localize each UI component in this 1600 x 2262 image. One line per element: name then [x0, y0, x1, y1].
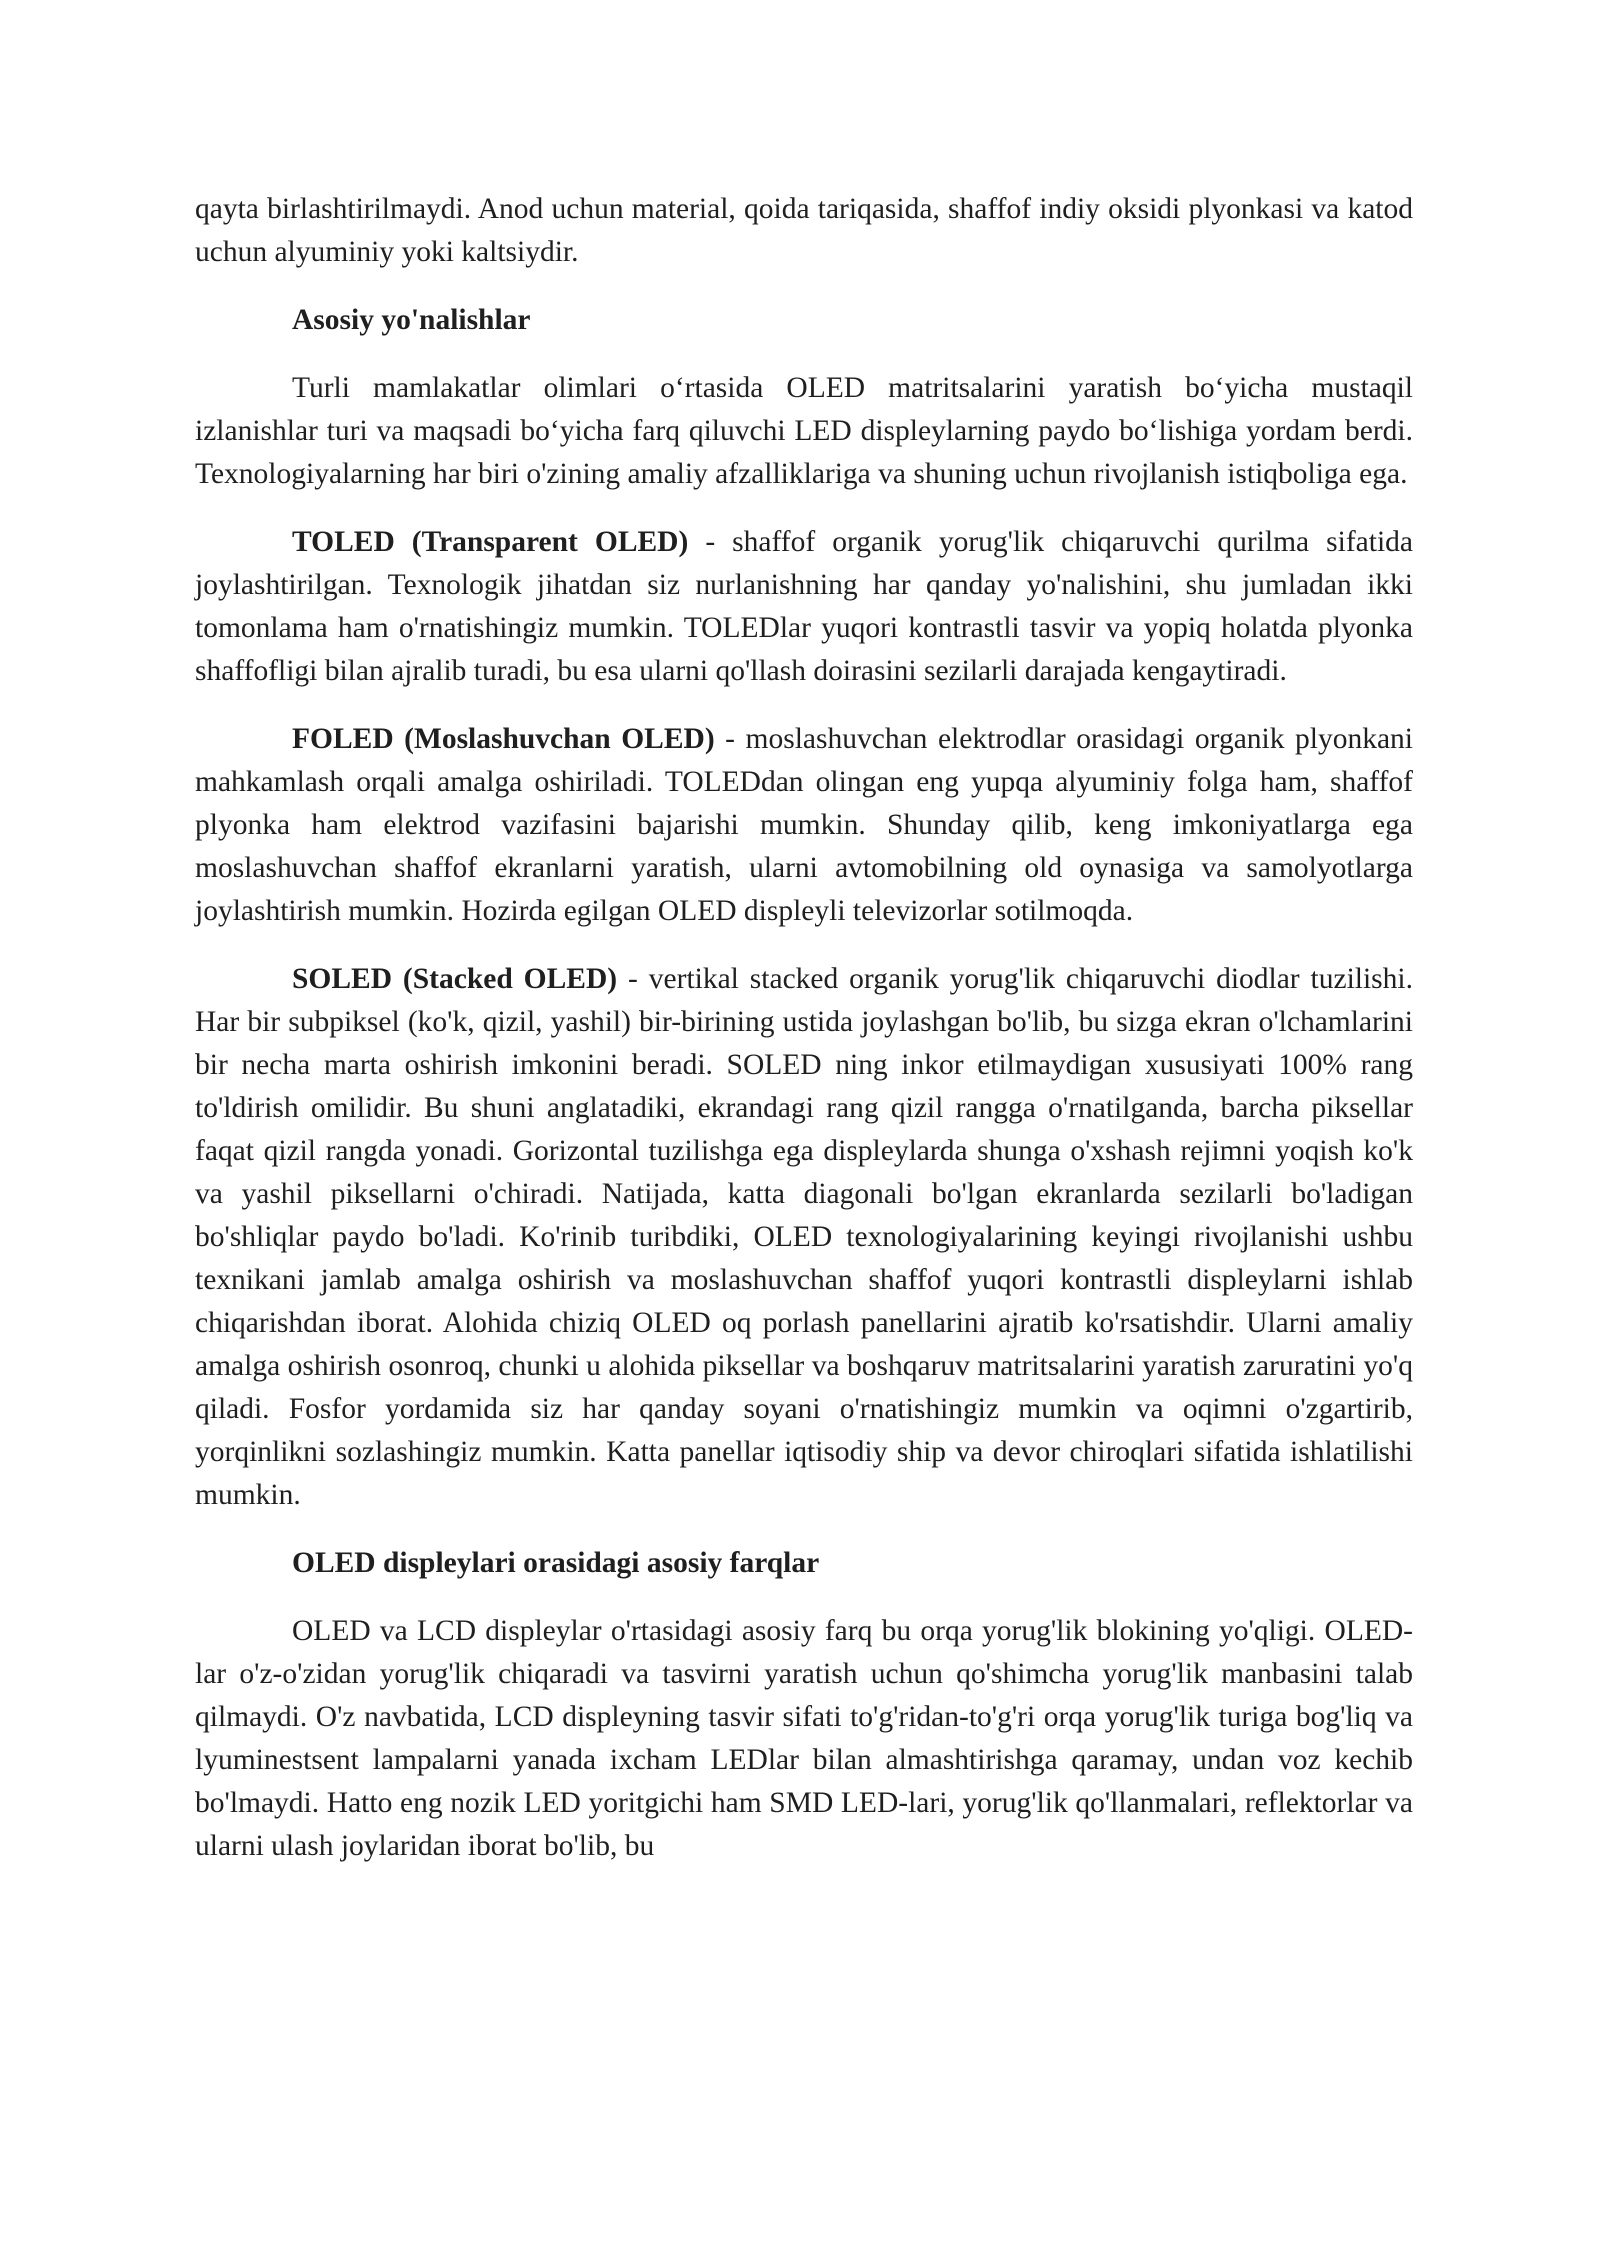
toled-description: - shaffof organik yorug'lik chiqaruvchi qurilma sifatida joylashtirilgan. Texnologik jihatdan siz nurlanishning har qanday yo'nalishini, shu jumladan ikki tomonlama ham o'rnatishingiz mumkin. TOLEDlar yuqori kontrastli tasvir va yopiq holatda plyonka shaffofligi bilan ajralib turadi, bu esa ularni qo'llash doirasini sezilarli darajada kengaytiradi. — [195, 526, 1413, 687]
section-heading-oled-differences: OLED displeylari orasidagi asosiy farqlar — [292, 1547, 820, 1579]
foled-term: FOLED (Moslashuvchan OLED) — [292, 723, 715, 755]
document-page — [195, 188, 1413, 1893]
section-heading-main-directions: Asosiy yo'nalishlar — [292, 304, 531, 336]
main-directions-paragraph: Turli mamlakatlar olimlari o‘rtasida OLED matritsalarini yaratish bo‘yicha mustaqil izlanishlar turi va maqsadi bo‘yicha farq qiluvchi LED displeylarning paydo bo‘lishiga yordam berdi. Texnologiyalarning har biri o'zining amaliy afzalliklariga va shuning uchun rivojlanish istiqboliga ega. — [195, 372, 1413, 490]
toled-paragraph — [195, 521, 1413, 693]
oled-differences-paragraph: OLED va LCD displeylar o'rtasidagi asosiy farq bu orqa yorug'lik blokining yo'qligi. OLED-lar o'z-o'zidan yorug'lik chiqaradi va tasvirni yaratish uchun qo'shimcha yorug'lik manbasini talab qilmaydi. O'z navbatida, LCD displeyning tasvir sifati to'g'ridan-to'g'ri orqa yorug'lik turiga bog'liq va lyuminestsent lampalarni yanada ixcham LEDlar bilan almashtirishga qaramay, undan voz kechib bo'lmaydi. Hatto eng nozik LED yoritgichi ham SMD LED-lari, yorug'lik qo'llanmalari, reflektorlar va ularni ulash joylaridan iborat bo'lib, bu — [195, 1615, 1413, 1862]
soled-paragraph — [195, 958, 1413, 1517]
foled-description: - moslashuvchan elektrodlar orasidagi organik plyonkani mahkamlash orqali amalga oshiriladi. TOLEDdan olingan eng yupqa alyuminiy folga ham, shaffof plyonka ham elektrod vazifasini bajarishi mumkin. Shunday qilib, keng imkoniyatlarga ega moslashuvchan shaffof ekranlarni yaratish, ularni avtomobilning old oynasiga va samolyotlarga joylashtirish mumkin. Hozirda egilgan OLED displeyli televizorlar sotilmoqda. — [195, 723, 1414, 927]
soled-description: - vertikal stacked organik yorug'lik chiqaruvchi diodlar tuzilishi. Har bir subpiksel (ko'k, qizil, yashil) bir-birining ustida joylashgan bo'lib, bu sizga ekran o'lchamlarini bir necha marta oshirish imkonini beradi. SOLED ning inkor etilmaydigan xususiyati 100% rang to'ldirish omilidir. Bu shuni anglatadiki, ekrandagi rang qizil rangga o'rnatilganda, barcha piksellar faqat qizil rangda yonadi. Gorizontal tuzilishga ega displeylarda shunga o'xshash rejimni yoqish ko'k va yashil piksellarni o'chiradi. Natijada, katta diagonali bo'lgan ekranlarda sezilarli bo'ladigan bo'shliqlar paydo bo'ladi. Ko'rinib turibdiki, OLED texnologiyalarining keyingi rivojlanishi ushbu texnikani jamlab amalga oshirish va moslashuvchan shaffof yuqori kontrastli displeylarni ishlab chiqarishdan iborat. Alohida chiziq OLED oq porlash panellarini ajratib ko'rsatishdir. Ularni amaliy amalga oshirish osonroq, chunki u alohida piksellar va boshqaruv matritsalarini yaratish zaruratini yo'q qiladi. Fosfor yordamida siz har qanday soyani o'rnatishingiz mumkin va oqimni o'zgartirib, yorqinlikni sozlashingiz mumkin. Katta panellar iqtisodiy ship va devor chiroqlari sifatida ishlatilishi mumkin. — [195, 963, 1413, 1511]
toled-term: TOLED (Transparent OLED) — [292, 526, 689, 558]
intro-paragraph: qayta birlashtirilmaydi. Anod uchun material, qoida tariqasida, shaffof indiy oksidi plyonkasi va katod uchun alyuminiy yoki kaltsiydir. — [195, 193, 1413, 268]
soled-term: SOLED (Stacked OLED) — [292, 963, 618, 995]
foled-paragraph — [195, 718, 1413, 933]
